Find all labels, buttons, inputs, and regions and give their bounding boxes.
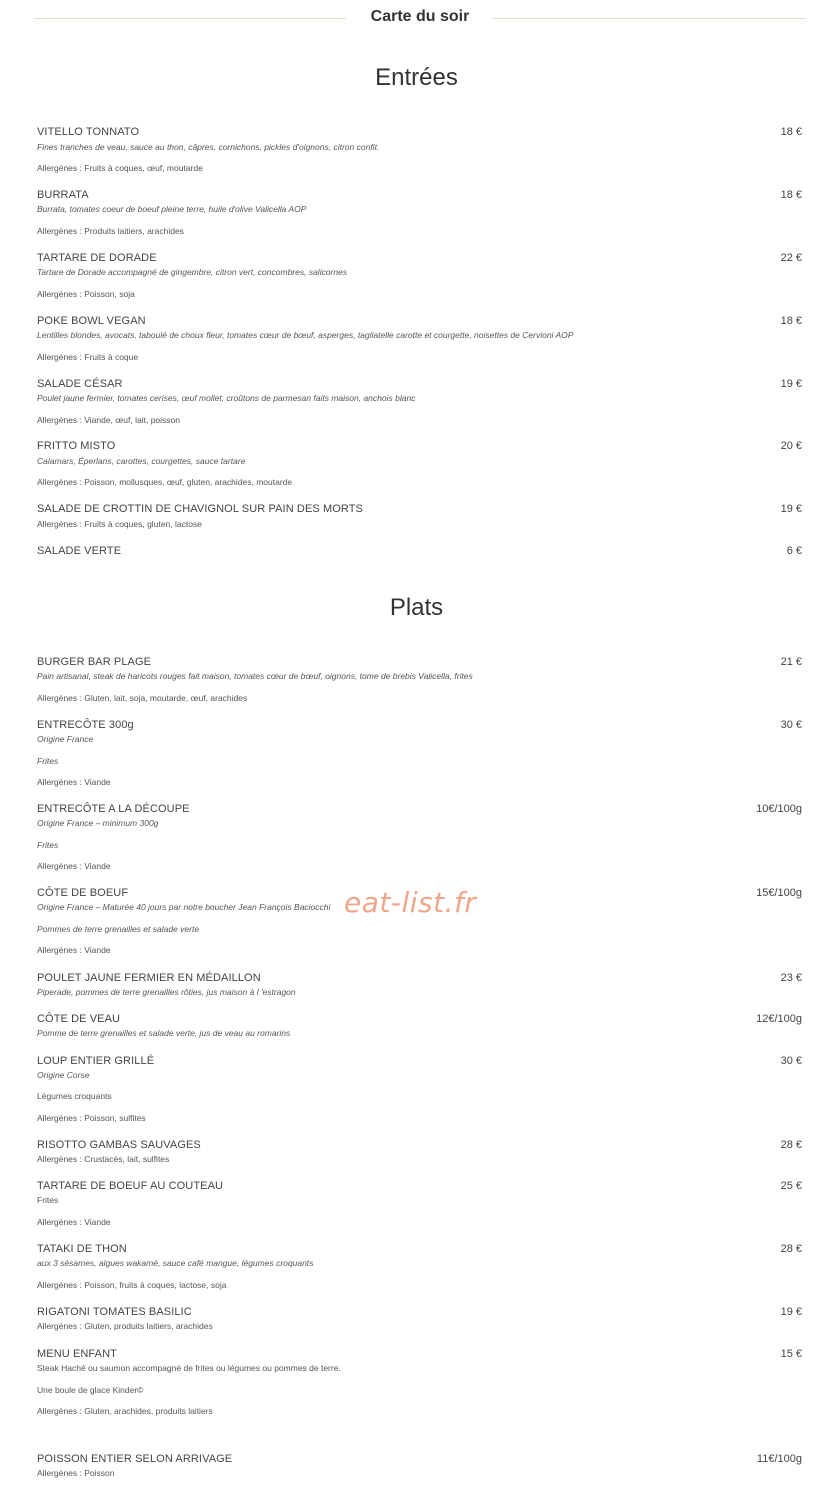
item-side: Frites: [37, 1195, 59, 1205]
item-description: aux 3 sésames, algues wakamé, sauce café mangue, légumes croquants: [37, 1258, 314, 1268]
item-price: 19 €: [780, 1306, 802, 1318]
section-title-entrees: Entrées: [375, 64, 458, 91]
item-description: Burrata, tomates coeur de boeuf pleine terre, huile d'olive Valicella AOP: [37, 204, 307, 214]
item-allergens: Allergènes : Fruits à coque: [37, 352, 139, 362]
item-name: ENTRECÔTE 300g: [37, 719, 134, 731]
item-name: RIGATONI TOMATES BASILIC: [37, 1306, 192, 1318]
item-description: Lentilles blondes, avocats, taboulé de choux fleur, tomates cœur de bœuf, asperges, tagliatelle carotte et courgette, noisettes de Cervioni AOP: [37, 330, 574, 340]
item-name: RISOTTO GAMBAS SAUVAGES: [37, 1139, 201, 1151]
item-allergens: Allergènes : Fruits à coques, gluten, lactose: [37, 519, 202, 529]
item-allergens: Allergènes : Crustacés, lait, sulfites: [37, 1154, 170, 1164]
item-name: POKE BOWL VEGAN: [37, 315, 146, 327]
item-price: 6 €: [786, 545, 802, 557]
item-name: BURGER BAR PLAGE: [37, 656, 152, 668]
item-allergens: Allergènes : Viande: [37, 777, 111, 787]
item-side: Pommes de terre grenailles et salade verte: [37, 924, 200, 934]
item-price: 19 €: [780, 503, 802, 515]
item-name: ENTRECÔTE A LA DÉCOUPE: [37, 803, 190, 815]
item-description: Origine France – Maturée 40 jours par notre boucher Jean François Baciocchi: [37, 902, 331, 912]
item-allergens: Allergènes : Poisson, soja: [37, 289, 135, 299]
item-price: 18 €: [780, 315, 802, 327]
item-price: 20 €: [780, 440, 802, 452]
item-description: Origine France: [37, 734, 94, 744]
item-allergens: Allergènes : Gluten, lait, soja, moutarde, œuf, arachides: [37, 693, 248, 703]
item-name: MENU ENFANT: [37, 1348, 117, 1360]
menu-title: Carte du soir: [370, 8, 470, 25]
item-name: POISSON ENTIER SELON ARRIVAGE: [37, 1453, 233, 1465]
item-allergens: Allergènes : Fruits à coques, œuf, moutarde: [37, 163, 203, 173]
item-name: SALADE DE CROTTIN DE CHAVIGNOL SUR PAIN DES MORTS: [37, 503, 363, 515]
item-price: 28 €: [780, 1139, 802, 1151]
item-name: TATAKI DE THON: [37, 1243, 127, 1255]
item-name: SALADE VERTE: [37, 545, 122, 557]
item-price: 22 €: [780, 252, 802, 264]
item-price: 25 €: [780, 1180, 802, 1192]
item-description: Steak Haché ou saumon accompagné de frites ou légumes ou pommes de terre.: [37, 1363, 341, 1373]
item-allergens: Allergènes : Poisson, fruits à coques, lactose, soja: [37, 1280, 227, 1290]
item-name: CÔTE DE BOEUF: [37, 887, 129, 899]
item-name: POULET JAUNE FERMIER EN MÉDAILLON: [37, 972, 261, 984]
item-allergens: Allergènes : Gluten, produits laitiers, arachides: [37, 1321, 213, 1331]
item-price: 30 €: [780, 1055, 802, 1067]
item-price: 11€/100g: [756, 1453, 802, 1465]
item-name: SALADE CÉSAR: [37, 378, 123, 390]
item-price: 19 €: [780, 378, 802, 390]
item-allergens: Allergènes : Poisson, mollusques, œuf, gluten, arachides, moutarde: [37, 477, 293, 487]
item-name: VITELLO TONNATO: [37, 126, 140, 138]
header-divider-right: [492, 18, 806, 19]
item-name: BURRATA: [37, 189, 89, 201]
item-name: CÔTE DE VEAU: [37, 1013, 121, 1025]
item-price: 30 €: [780, 719, 802, 731]
item-allergens: Allergènes : Viande: [37, 945, 111, 955]
item-description: Tartare de Dorade accompagné de gingembre, citron vert, concombres, salicornes: [37, 267, 348, 277]
item-dessert: Une boule de glace Kinder©: [37, 1385, 144, 1395]
item-allergens: Allergènes : Viande: [37, 1217, 111, 1227]
item-name: LOUP ENTIER GRILLÉ: [37, 1055, 155, 1067]
item-price: 23 €: [780, 972, 802, 984]
item-allergens: Allergènes : Viande: [37, 861, 111, 871]
menu-header: [34, 0, 806, 36]
item-price: 28 €: [780, 1243, 802, 1255]
item-allergens: Allergènes : Poisson, sulfites: [37, 1113, 146, 1123]
item-description: Pomme de terre grenailles et salade verte, jus de veau au romarins: [37, 1028, 291, 1038]
item-description: Poulet jaune fermier, tomates cerises, œuf mollet, croûtons de parmesan faits maison, anchois blanc: [37, 393, 416, 403]
item-description: Piperade, pommes de terre grenailles rôties, jus maison à l 'estragon: [37, 987, 296, 997]
item-price: 12€/100g: [756, 1013, 802, 1025]
item-description: Origine France – minimum 300g: [37, 818, 159, 828]
item-allergens: Allergènes : Viande, œuf, lait, poisson: [37, 415, 181, 425]
item-price: 18 €: [780, 126, 802, 138]
section-title-plats: Plats: [389, 594, 444, 621]
item-price: 21 €: [780, 656, 802, 668]
item-price: 15€/100g: [756, 887, 802, 899]
item-price: 15 €: [780, 1348, 802, 1360]
item-price: 10€/100g: [756, 803, 802, 815]
item-name: TARTARE DE BOEUF AU COUTEAU: [37, 1180, 224, 1192]
item-price: 18 €: [780, 189, 802, 201]
item-allergens: Allergènes : Produits laitiers, arachides: [37, 226, 184, 236]
item-name: FRITTO MISTO: [37, 440, 116, 452]
item-description: Fines tranches de veau, sauce au thon, câpres, cornichons, pickles d'oignons, citron confit.: [37, 142, 380, 152]
item-side: Frites: [37, 840, 59, 850]
item-name: TARTARE DE DORADE: [37, 252, 157, 264]
watermark: eat-list.fr: [344, 886, 477, 919]
item-allergens: Allergènes : Poisson: [37, 1468, 115, 1478]
item-allergens: Allergènes : Gluten, arachides, produits laitiers: [37, 1406, 213, 1416]
item-description: Pain artisanal, steak de haricots rouges fait maison, tomates cœur de bœuf, oignons, tome de brebis Valicella, frites: [37, 671, 473, 681]
item-side: Frites: [37, 756, 59, 766]
item-description: Origine Corse: [37, 1070, 90, 1080]
item-description: Calamars, Éperlans, carottes, courgettes, sauce tartare: [37, 456, 246, 466]
item-side: Légumes croquants: [37, 1091, 112, 1101]
